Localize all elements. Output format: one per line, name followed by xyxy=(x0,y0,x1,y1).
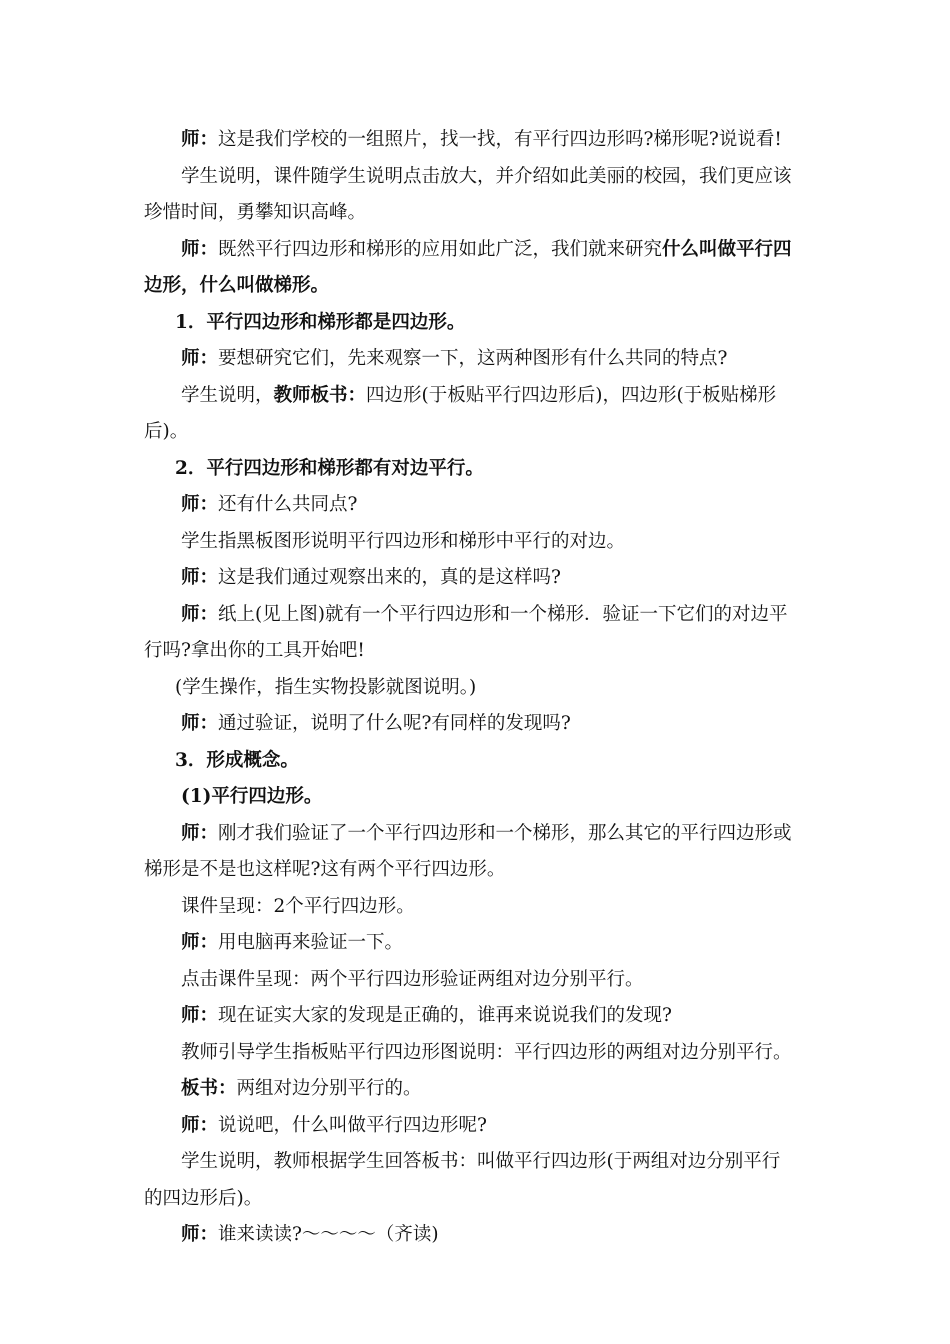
line-text: 四边形(于板贴平行四边形后)，四边形(于板贴梯形 xyxy=(366,385,777,406)
paragraph-line xyxy=(181,1005,672,1027)
speaker-label: 师： xyxy=(181,604,219,625)
sub-heading xyxy=(181,786,322,808)
paragraph-line xyxy=(181,239,792,261)
paragraph-line xyxy=(181,932,403,954)
heading-text: (1)平行四边形。 xyxy=(181,786,323,807)
speaker-label: 师： xyxy=(181,823,219,844)
speaker-label: 师： xyxy=(181,348,219,369)
line-text: 课件呈现：2个平行四边形。 xyxy=(181,896,415,917)
line-text: 用电脑再来验证一下。 xyxy=(218,932,404,953)
paragraph-line xyxy=(181,713,571,735)
line-text: 学生指黑板图形说明平行四边形和梯形中平行的对边。 xyxy=(181,531,626,552)
line-text: 现在证实大家的发现是正确的，谁再来说说我们的发现? xyxy=(218,1005,672,1026)
speaker-label: 师： xyxy=(181,494,219,515)
paragraph-line xyxy=(181,494,357,516)
section-heading xyxy=(175,750,299,772)
line-text: 谁来读读?～～～～（齐读) xyxy=(218,1224,439,1245)
speaker-label: 师： xyxy=(181,567,219,588)
paragraph-line xyxy=(144,1188,262,1210)
line-text: 两组对边分别平行的。 xyxy=(236,1078,422,1099)
paragraph-line xyxy=(181,531,625,553)
paragraph-line xyxy=(181,1151,780,1173)
paragraph-line xyxy=(181,969,644,991)
heading-text: 3．形成概念。 xyxy=(175,750,299,771)
paragraph-line xyxy=(181,166,792,188)
line-text: 珍惜时间，勇攀知识高峰。 xyxy=(144,202,367,223)
line-text: 既然平行四边形和梯形的应用如此广泛，我们就来研究 xyxy=(218,239,663,260)
line-text: 行吗?拿出你的工具开始吧! xyxy=(144,640,365,661)
speaker-label: 板书： xyxy=(181,1078,237,1099)
line-bold-text: 什么叫做平行四 xyxy=(662,239,792,260)
paragraph-line xyxy=(181,348,727,370)
paragraph-line xyxy=(181,823,792,845)
line-bold-text: 教师板书： xyxy=(273,385,367,406)
line-text: 学生说明， xyxy=(181,385,274,406)
paragraph-line xyxy=(181,385,776,407)
line-text: 这是我们通过观察出来的，真的是这样吗? xyxy=(218,567,561,588)
paragraph-line xyxy=(175,677,476,699)
line-text: 刚才我们验证了一个平行四边形和一个梯形，那么其它的平行四边形或 xyxy=(218,823,792,844)
section-heading xyxy=(175,458,484,480)
line-text: 教师引导学生指板贴平行四边形图说明：平行四边形的两组对边分别平行。 xyxy=(181,1042,792,1063)
heading-text: 1．平行四边形和梯形都是四边形。 xyxy=(175,312,466,333)
speaker-label: 师： xyxy=(181,1224,219,1245)
paragraph-line xyxy=(181,1078,422,1100)
heading-text: 2．平行四边形和梯形都有对边平行。 xyxy=(175,458,484,479)
line-text: 后)。 xyxy=(144,421,189,442)
line-text: 学生说明，课件随学生说明点击放大，并介绍如此美丽的校园，我们更应该 xyxy=(181,166,792,187)
paragraph-line xyxy=(144,421,188,443)
line-text: 梯形是不是也这样呢?这有两个平行四边形。 xyxy=(144,859,506,880)
line-text: 还有什么共同点? xyxy=(218,494,358,515)
paragraph-line xyxy=(181,896,415,918)
paragraph-line xyxy=(144,275,329,297)
paragraph-line xyxy=(181,604,787,626)
section-heading xyxy=(175,312,465,334)
line-text: 说说吧，什么叫做平行四边形呢? xyxy=(218,1115,487,1136)
line-text: 点击课件呈现：两个平行四边形验证两组对边分别平行。 xyxy=(181,969,644,990)
line-text: 学生说明，教师根据学生回答板书：叫做平行四边形(于两组对边分别平行 xyxy=(181,1151,781,1172)
line-text: 的四边形后)。 xyxy=(144,1188,263,1209)
speaker-label: 师： xyxy=(181,713,219,734)
speaker-label: 师： xyxy=(181,932,219,953)
line-text: 要想研究它们，先来观察一下，这两种图形有什么共同的特点? xyxy=(218,348,728,369)
speaker-label: 师： xyxy=(181,1005,219,1026)
line-text: 纸上(见上图)就有一个平行四边形和一个梯形．验证一下它们的对边平 xyxy=(218,604,788,625)
speaker-label: 师： xyxy=(181,1115,219,1136)
paragraph-line xyxy=(181,567,561,589)
paragraph-line xyxy=(144,640,365,662)
speaker-label: 师： xyxy=(181,239,219,260)
line-text: 通过验证，说明了什么呢?有同样的发现吗? xyxy=(218,713,571,734)
line-text: 这是我们学校的一组照片，找一找，有平行四边形吗?梯形呢?说说看! xyxy=(218,129,782,150)
speaker-label: 师： xyxy=(181,129,219,150)
line-bold-text: 边形，什么叫做梯形。 xyxy=(144,275,330,296)
paragraph-line xyxy=(181,1115,487,1137)
paragraph-line xyxy=(181,1042,792,1064)
paragraph-line xyxy=(181,129,782,151)
paragraph-line xyxy=(144,202,366,224)
line-text: (学生操作，指生实物投影就图说明。) xyxy=(175,677,477,698)
paragraph-line xyxy=(144,859,505,881)
paragraph-line xyxy=(181,1224,439,1246)
